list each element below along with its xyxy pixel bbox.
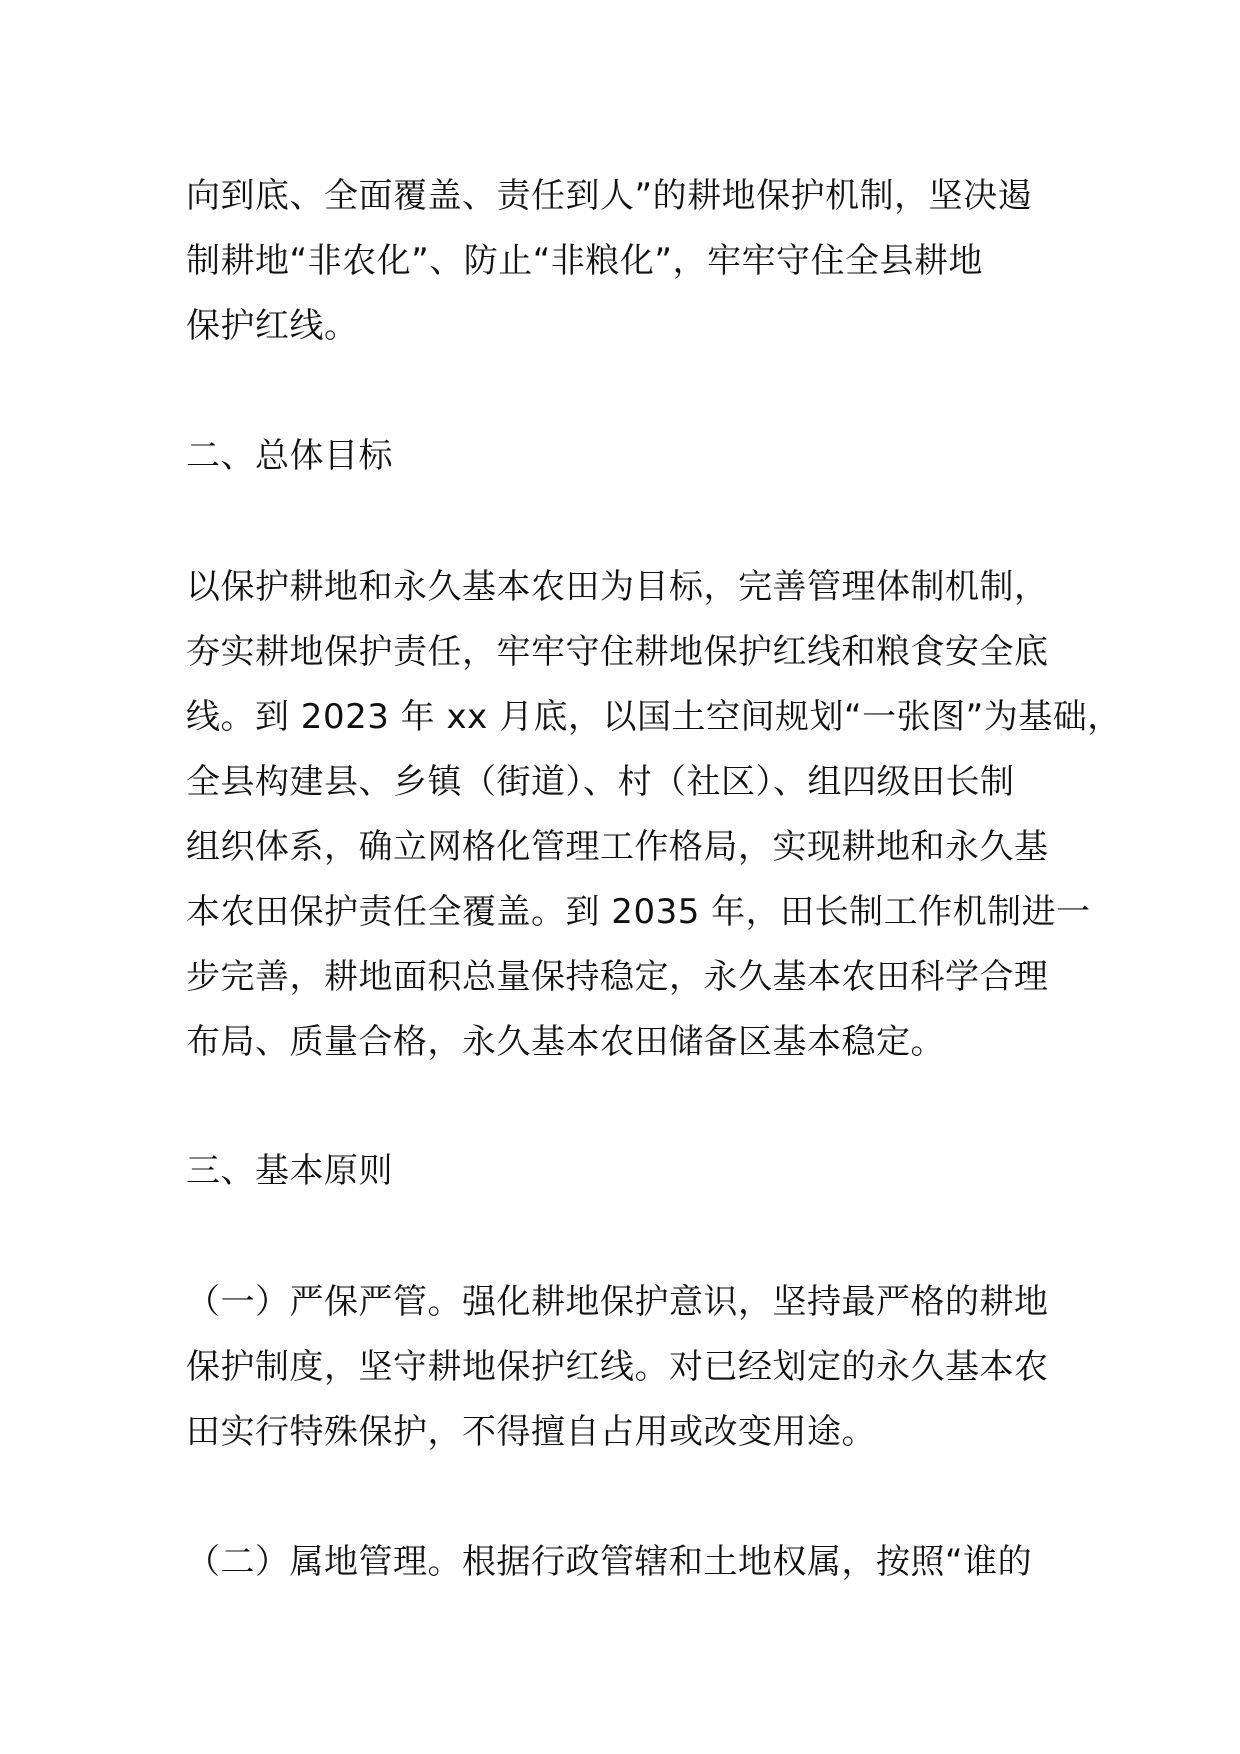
section-heading-basic-principles <box>186 1139 1086 1204</box>
text-line: 田实行特殊保护，不得擅自占用或改变用途。 <box>186 1412 876 1452</box>
paragraph-overall-goals <box>186 555 1122 1075</box>
paragraph-mechanism-continuation <box>186 164 1086 359</box>
text-line: 制耕地“非农化”、防止“非粮化”，牢牢守住全县耕地 <box>186 241 983 281</box>
section-heading-overall-goals <box>186 424 1086 489</box>
text-line: 组织体系，确立网格化管理工作格局，实现耕地和永久基 <box>186 827 1049 867</box>
text-line: 步完善，耕地面积总量保持稳定，永久基本农田科学合理 <box>186 957 1049 997</box>
text-line: 向到底、全面覆盖、责任到人”的耕地保护机制，坚决遏 <box>186 176 1033 216</box>
text-line: 保护制度，坚守耕地保护红线。对已经划定的永久基本农 <box>186 1347 1049 1387</box>
text-line: 夯实耕地保护责任，牢牢守住耕地保护红线和粮食安全底 <box>186 632 1049 672</box>
text-line: （二）属地管理。根据行政管辖和土地权属，按照“谁的 <box>186 1542 1033 1582</box>
text-line: 以保护耕地和永久基本农田为目标，完善管理体制机制， <box>186 567 1049 607</box>
text-line: 线。到 2023 年 xx 月底，以国土空间规划“一张图”为基础， <box>186 697 1122 737</box>
text-line: （一）严保严管。强化耕地保护意识，坚持最严格的耕地 <box>186 1282 1049 1322</box>
heading-text: 三、基本原则 <box>186 1151 393 1191</box>
text-line: 布局、质量合格，永久基本农田储备区基本稳定。 <box>186 1022 945 1062</box>
text-line: 全县构建县、乡镇（街道）、村（社区）、组四级田长制 <box>186 762 1015 802</box>
paragraph-principle-strict-protection <box>186 1270 1086 1465</box>
paragraph-principle-territorial-management <box>186 1530 1086 1595</box>
text-line: 保护红线。 <box>186 306 359 346</box>
text-line: 本农田保护责任全覆盖。到 2035 年，田长制工作机制进一 <box>186 892 1091 932</box>
heading-text: 二、总体目标 <box>186 436 393 476</box>
